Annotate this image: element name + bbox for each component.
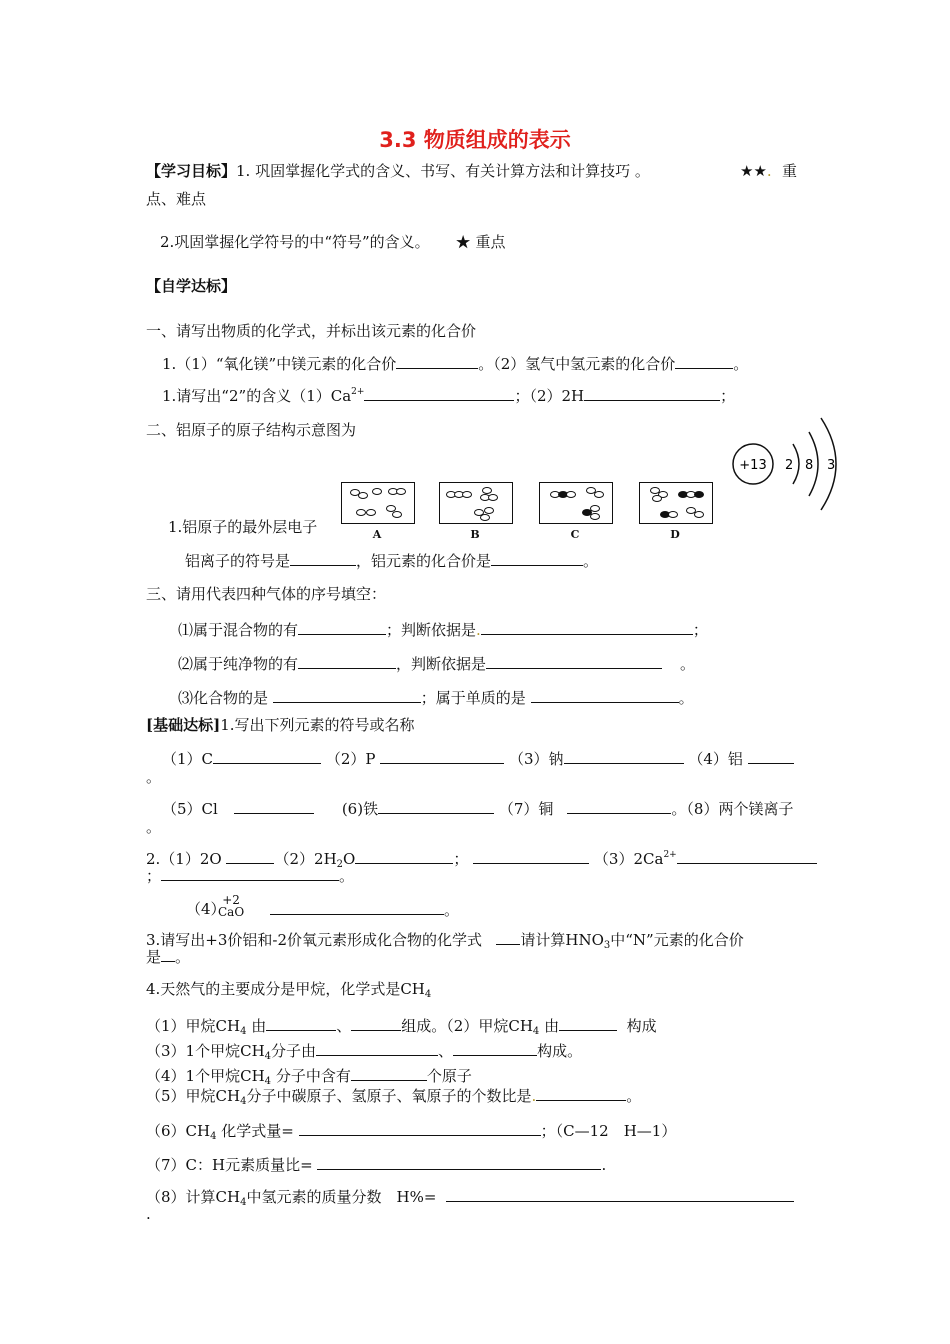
answer-blank[interactable] [748,749,794,764]
answer-blank[interactable] [677,849,817,864]
gas-box-d [639,482,713,524]
self-q4: 铝离子的符号是 ，铝元素的化合价是 。 [185,552,599,570]
answer-blank[interactable] [453,1041,537,1056]
section-2: 二、铝原子的原子结构示意图为 [146,421,357,439]
answer-blank[interactable] [564,749,684,764]
answer-blank[interactable] [298,654,396,669]
box-label: B [470,528,480,541]
methane-q6: $(6)CH_4$ 化学式量= ；（C—12 H—1） [146,1122,677,1142]
self-q1: 1.（1）“氧化镁”中镁元素的化合价 。（2）氢气中氢元素的化合价 。 [162,355,749,373]
basic-row-2: （5）Cl (6)铁 （7）铜 。（8）两个镁离子 [162,800,794,818]
shell-count: 8 [805,458,814,473]
answer-blank[interactable] [380,749,504,764]
star-icon: ★★ [740,162,767,180]
answer-blank[interactable] [675,354,733,369]
answer-blank[interactable] [355,849,453,864]
answer-blank[interactable] [531,688,679,703]
page-title: 3.3 物质组成的表示 [379,128,571,152]
answer-blank[interactable] [316,1041,438,1056]
answer-blank[interactable] [290,551,356,566]
basic-heading: [基础达标] [146,716,221,734]
mix-q3: ⑶化合物的是 ；属于单质的是 。 [178,689,694,707]
answer-blank[interactable] [266,1016,336,1031]
methane-q8-end: . [146,1205,151,1223]
methane-q1: （1）甲烷$CH_4$ 由 、 组成。（2）甲烷$CH_4$ 由 构成 [146,1017,657,1037]
shell-arc [793,444,799,484]
answer-blank[interactable] [317,1155,601,1170]
answer-blank[interactable] [299,1121,541,1136]
basic-q3: 3.请写出+3价铝和-2价氧元素形成化合物的化学式 请计算$HNO_3$中“N”元素的化合价 [146,931,744,951]
valence-formula: +2 CaO [218,893,245,919]
basic-row-1-end: 。 [146,768,162,786]
methane-q4: （4）1个甲烷$CH_4$ 分子中含有 个原子 [146,1067,472,1087]
goal-1-cont: 点、难点 [146,190,207,208]
gas-box-b [439,482,513,524]
basic-q2-4: （4） [186,900,226,918]
gas-box-a [341,482,415,524]
basic-row-2-end: 。 [146,818,162,836]
basic-q4: 4.天然气的主要成分是甲烷，化学式是$CH_4$ [146,980,432,1000]
methane-q5: （5）甲烷$CH_4$分子中碳原子、氢原子、氧原子的个数比是. 。 [146,1087,642,1107]
section-1: 一、请写出物质的化学式，并标出该元素的化合价 [146,322,477,340]
answer-blank[interactable] [351,1016,401,1031]
answer-blank[interactable] [273,688,421,703]
aluminum-atom-diagram [725,412,845,512]
answer-blank[interactable] [496,930,520,945]
basic-q2: 2.（1）2O $(2)2H_2O$ ； $(3)2Ca^{2+}$ [146,849,817,868]
mix-q1: ⑴属于混合物的有 ；判断依据是. ； [178,621,708,639]
answer-blank[interactable] [396,354,478,369]
answer-blank[interactable] [481,620,693,635]
answer-blank[interactable] [584,386,720,401]
basic-q2-4-blank: 。 [270,900,459,919]
self-q2: 1.请写出“2”的含义$(1)Ca^{2+}$ ；（2）2H ； [162,387,736,405]
goals-heading: 【学习目标】 [146,162,237,180]
basic-q3-cont: 是 。 [146,948,191,966]
shell-count: 3 [827,458,836,473]
box-label: C [570,528,580,541]
box-label: D [670,528,680,541]
answer-blank[interactable] [161,866,339,881]
gas-box-c [539,482,613,524]
answer-blank[interactable] [213,749,321,764]
basic-q1: [基础达标]1.写出下列元素的符号或名称 [146,716,415,734]
goal-1-stars: ★★. [740,162,772,180]
answer-blank[interactable] [567,799,671,814]
answer-blank[interactable] [234,799,314,814]
answer-blank[interactable] [446,1187,794,1202]
star-icon: ★ [455,233,471,251]
answer-blank[interactable] [226,849,274,864]
answer-blank[interactable] [364,386,514,401]
box-label: A [372,528,382,541]
answer-blank[interactable] [559,1016,617,1031]
answer-blank[interactable] [161,947,175,962]
answer-blank[interactable] [491,551,583,566]
methane-q7: （7）C：H元素质量比= . [146,1156,607,1174]
goal-1-tail: 重 [782,162,798,180]
answer-blank[interactable] [298,620,386,635]
answer-blank[interactable] [486,654,662,669]
self-q3: 1.铝原子的最外层电子 [168,518,318,536]
mix-q2: ⑵属于纯净物的有 ，判断依据是 。 [178,655,696,673]
nucleus-label: +13 [739,458,767,473]
answer-blank[interactable] [473,849,589,864]
basic-q2-cont: ； 。 [146,867,355,885]
answer-blank[interactable] [378,799,494,814]
goal-2: 2.巩固掌握化学符号的中“符号”的含义。 ★ 重点 [160,233,506,251]
methane-q3: （3）1个甲烷$CH_4$分子由 、 构成。 [146,1042,583,1062]
goal-1: 【学习目标】1. 巩固掌握化学式的含义、书写、有关计算方法和计算技巧 。 [146,162,650,180]
shell-count: 2 [785,458,794,473]
basic-row-1: （1）C （2）P （3）钠 （4）铝 [162,749,794,768]
answer-blank[interactable] [351,1066,427,1081]
answer-blank[interactable] [536,1086,626,1101]
answer-blank[interactable] [270,900,444,915]
section-3: 三、请用代表四种气体的序号填空： [146,585,387,603]
self-study-heading: 【自学达标】 [146,277,237,295]
methane-q8: （8）计算$CH_4$中氢元素的质量分数 H%= [146,1187,794,1206]
